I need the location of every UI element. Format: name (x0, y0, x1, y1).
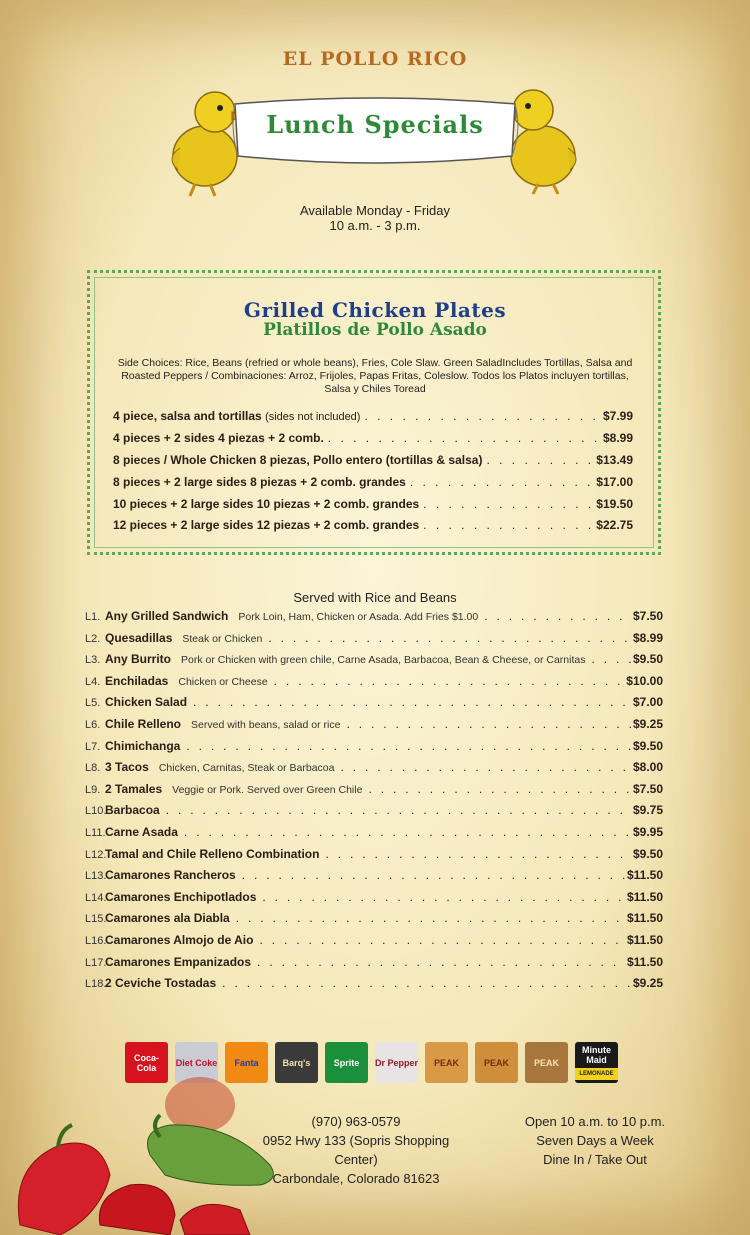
special-name: Camarones ala Diabla (105, 911, 230, 925)
special-name: Barbacoa (105, 803, 160, 817)
special-code: L4. (85, 676, 101, 688)
plate-name: 8 pieces / Whole Chicken 8 piezas, Pollo entero (tortillas & salsa) (113, 453, 483, 467)
dot-leader (184, 825, 631, 839)
dot-leader (186, 739, 631, 753)
plate-row (113, 497, 633, 515)
plate-name: 8 pieces + 2 large sides 8 piezas + 2 comb. grandes (113, 475, 406, 489)
special-price: $9.75 (632, 803, 663, 817)
lunch-specials-title: Lunch Specials (266, 110, 484, 139)
plate-row (113, 475, 633, 493)
dot-leader (259, 933, 624, 947)
dot-leader (222, 976, 631, 990)
special-code: L13. (85, 870, 107, 882)
special-code: L14. (85, 892, 107, 904)
special-price: $10.00 (626, 674, 663, 688)
special-code: L6. (85, 719, 101, 731)
special-row (85, 760, 663, 780)
dr-pepper-logo-icon (375, 1042, 418, 1083)
special-desc: Pork or Chicken with green chile, Carne Asada, Barbacoa, Bean & Cheese, or Carnitas (181, 654, 586, 666)
plate-price: $8.99 (602, 431, 633, 445)
special-name: 2 Tamales (105, 782, 163, 796)
dot-leader (328, 431, 599, 445)
special-name: Carne Asada (105, 825, 178, 839)
special-row (85, 803, 663, 823)
gold-peak-logo-icon (525, 1042, 568, 1083)
special-code: L10. (85, 805, 107, 817)
dot-leader (193, 695, 631, 709)
special-name: Tamal and Chile Relleno Combination (105, 847, 320, 861)
plate-price: $13.49 (596, 453, 633, 467)
special-price: $9.25 (632, 976, 663, 990)
lemonade-label: LEMONADE (575, 1068, 618, 1080)
hours-info (515, 1112, 675, 1169)
dot-leader (236, 911, 625, 925)
special-price: $11.50 (626, 890, 663, 904)
hours-line-2: Seven Days a Week (536, 1133, 654, 1148)
special-name: 2 Ceviche Tostadas (105, 976, 217, 990)
availability-days: Available Monday - Friday (299, 203, 451, 218)
special-code: L8. (85, 762, 101, 774)
special-price: $11.50 (626, 868, 663, 882)
restaurant-brand: EL POLLO RICO (282, 48, 468, 70)
soda-label: Minute Maid (582, 1045, 611, 1065)
plate-price: $7.99 (602, 409, 633, 423)
soda-label: Sprite (333, 1057, 360, 1068)
dot-leader (274, 674, 625, 688)
contact-info (240, 1112, 472, 1188)
special-name: Camarones Almojo de Aio (105, 933, 254, 947)
dot-leader (340, 760, 630, 774)
availability (0, 203, 750, 233)
special-row (85, 739, 663, 759)
dot-leader (368, 782, 631, 796)
soda-label: PEAK (533, 1057, 559, 1068)
gold-peak-logo-icon (475, 1042, 518, 1083)
special-desc: Chicken, Carnitas, Steak or Barbacoa (158, 762, 335, 774)
soda-label: Barq's (282, 1057, 311, 1068)
special-row (85, 933, 663, 953)
address-line-1: 0952 Hwy 133 (Sopris Shopping Center) (262, 1133, 450, 1167)
gold-peak-logo-icon (425, 1042, 468, 1083)
special-price: $8.00 (632, 760, 663, 774)
soda-label: PEAK (483, 1057, 509, 1068)
soda-label: Coca-Cola (133, 1052, 159, 1073)
special-row (85, 847, 663, 867)
plate-row (113, 518, 633, 536)
dot-leader (423, 497, 592, 511)
minute-maid-logo-icon (575, 1042, 618, 1083)
grilled-title: Grilled Chicken Plates (243, 298, 507, 322)
special-row (85, 631, 663, 651)
special-desc: Served with beans, salad or rice (191, 719, 341, 731)
special-desc: Chicken or Cheese (178, 676, 268, 688)
soda-label: Diet Coke (175, 1057, 218, 1068)
soda-label: Dr Pepper (375, 1057, 418, 1068)
plate-name: 4 piece, salsa and tortillas (sides not included) (113, 409, 361, 423)
special-row (85, 717, 663, 737)
special-row (85, 782, 663, 802)
availability-hours: 10 a.m. - 3 p.m. (329, 218, 421, 233)
soda-label: PEAK (433, 1057, 459, 1068)
special-code: L7. (85, 741, 101, 753)
sprite-logo-icon (325, 1042, 368, 1083)
address-line-2: Carbondale, Colorado 81623 (272, 1171, 440, 1186)
special-code: L5. (85, 697, 101, 709)
special-name: Quesadillas (105, 631, 173, 645)
special-code: L9. (85, 784, 101, 796)
special-row (85, 868, 663, 888)
dot-leader (325, 847, 631, 861)
dot-leader (484, 609, 631, 623)
special-price: $11.50 (626, 955, 663, 969)
special-name: Camarones Enchipotlados (105, 890, 257, 904)
special-row (85, 825, 663, 845)
special-row (85, 674, 663, 694)
dot-leader (262, 890, 625, 904)
dot-leader (410, 475, 592, 489)
plate-name: 4 pieces + 2 sides 4 piezas + 2 comb. (113, 431, 324, 445)
special-price: $9.50 (632, 739, 663, 753)
special-desc: Veggie or Pork. Served over Green Chile (172, 784, 363, 796)
special-name: Any Grilled Sandwich (105, 609, 229, 623)
special-desc: Steak or Chicken (182, 633, 263, 645)
plate-row (113, 409, 633, 427)
special-row (85, 609, 663, 629)
special-row (85, 695, 663, 715)
special-code: L11. (85, 827, 106, 839)
dot-leader (591, 652, 631, 666)
plate-price: $19.50 (596, 497, 633, 511)
special-code: L16. (85, 935, 107, 947)
special-price: $7.50 (632, 782, 663, 796)
special-code: L2. (85, 633, 101, 645)
plate-row (113, 453, 633, 471)
special-code: L1. (85, 611, 101, 623)
plate-name: 12 pieces + 2 large sides 12 piezas + 2 comb. grandes (113, 518, 420, 532)
special-code: L3. (85, 654, 101, 666)
soda-label: Fanta (234, 1057, 259, 1068)
special-name: Enchiladas (105, 674, 169, 688)
special-code: L18. (85, 978, 107, 990)
special-name: 3 Tacos (105, 760, 149, 774)
special-code: L17. (85, 957, 107, 969)
special-price: $9.50 (632, 847, 663, 861)
plate-row (113, 431, 633, 449)
special-row (85, 652, 663, 672)
special-name: Camarones Empanizados (105, 955, 252, 969)
special-name: Chile Relleno (105, 717, 182, 731)
dot-leader (364, 409, 599, 423)
dot-leader (423, 518, 592, 532)
plate-price: $22.75 (596, 518, 633, 532)
special-row (85, 911, 663, 931)
special-price: $9.25 (632, 717, 663, 731)
grilled-subtitle: Platillos de Pollo Asado (263, 320, 487, 340)
special-name: Chicken Salad (105, 695, 188, 709)
special-price: $8.99 (632, 631, 663, 645)
special-price: $9.50 (632, 652, 663, 666)
special-price: $11.50 (626, 933, 663, 947)
special-code: L12. (85, 849, 107, 861)
special-row (85, 976, 663, 996)
dot-leader (486, 453, 592, 467)
special-price: $7.50 (632, 609, 663, 623)
special-price: $9.95 (632, 825, 663, 839)
hours-line-3: Dine In / Take Out (543, 1152, 647, 1167)
special-code: L15. (85, 913, 107, 925)
served-with-heading: Served with Rice and Beans (293, 590, 457, 605)
special-name: Any Burrito (105, 652, 171, 666)
plate-price: $17.00 (596, 475, 633, 489)
dot-leader (257, 955, 625, 969)
special-row (85, 955, 663, 975)
special-price: $7.00 (632, 695, 663, 709)
special-name: Camarones Rancheros (105, 868, 236, 882)
side-choices: Side Choices: Rice, Beans (refried or whole beans), Fries, Cole Slaw. Green SaladIncludes Tortillas, Salsa and Roasted Peppers / Combinaciones: Arroz, Frijoles, Papas Fritas, Coleslow. Todos los Platos incluyen tortillas, Salsa y Chiles Toread (117, 357, 633, 395)
dot-leader (242, 868, 625, 882)
special-name: Chimichanga (105, 739, 181, 753)
dot-leader (268, 631, 631, 645)
special-price: $11.50 (626, 911, 663, 925)
plate-note: (sides not included) (265, 411, 361, 423)
dot-leader (166, 803, 631, 817)
special-desc: Pork Loin, Ham, Chicken or Asada. Add Fries $1.00 (238, 611, 479, 623)
hours-line-1: Open 10 a.m. to 10 p.m. (524, 1114, 666, 1129)
plate-name: 10 pieces + 2 large sides 10 piezas + 2 comb. grandes (113, 497, 420, 511)
dot-leader (346, 717, 631, 731)
special-row (85, 890, 663, 910)
phone-number: (970) 963-0579 (311, 1114, 401, 1129)
